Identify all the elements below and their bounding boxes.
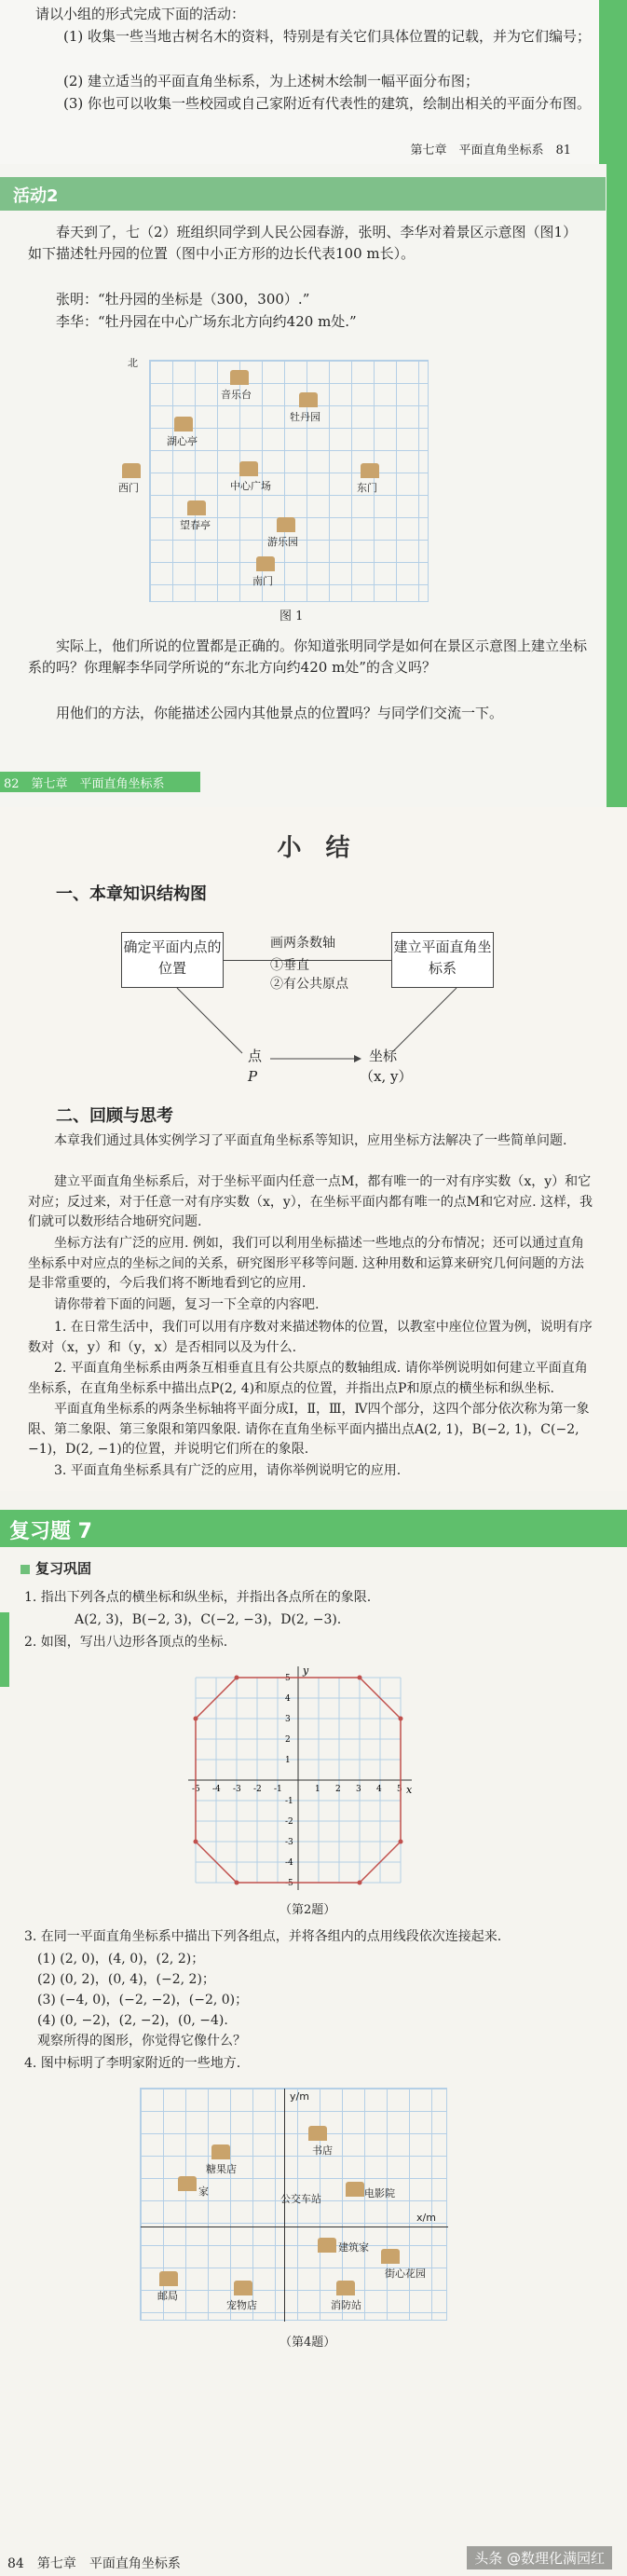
candy-store-icon: [211, 2144, 230, 2159]
y-tick-label: 1: [285, 1756, 291, 1765]
map-place: 糖果店: [206, 2163, 237, 2175]
y-tick-label: -1: [285, 1797, 293, 1806]
question-2: 2. 如图，写出八边形各顶点的坐标.: [24, 1635, 228, 1650]
map-place: 东门: [357, 482, 377, 494]
lake-pavilion-icon: [174, 417, 193, 432]
y-tick-label: 3: [285, 1715, 291, 1724]
central-square-icon: [239, 461, 258, 476]
question-3-item: (1) (2, 0)，(4, 0)，(2, 2)；: [37, 1952, 205, 1966]
activity-item-2: (2) 建立适当的平面直角坐标系，为上述树木绘制一幅平面分布图；: [63, 73, 480, 89]
map-place: 邮局: [157, 2290, 178, 2302]
section-title: 一、本章知识结构图: [56, 884, 207, 904]
building-icon: [318, 2238, 336, 2253]
x-axis-label: x/m: [416, 2212, 436, 2224]
figure-caption: 图 1: [279, 610, 304, 623]
home-icon: [178, 2176, 197, 2191]
octagon-vertex: [358, 1676, 362, 1680]
kb-point-label: 点: [248, 1048, 263, 1064]
page-83: [0, 807, 627, 1491]
kb-connector-lines: [168, 988, 475, 1072]
zhang-ming-quote: 张明：“牡丹园的坐标是（300，300）.”: [56, 291, 310, 308]
question-3-item: (3) (−4, 0)，(−2, −2)，(−2, 0)；: [37, 1993, 249, 2007]
x-tick-label: 4: [376, 1785, 382, 1794]
y-tick-label: -2: [285, 1817, 293, 1827]
review-subheading-text: 复习巩固: [35, 1560, 92, 1577]
y-tick-label: -5: [285, 1879, 293, 1888]
south-gate-icon: [256, 556, 275, 571]
y-tick-label: 5: [285, 1674, 291, 1683]
kb-coord-label: 坐标: [369, 1048, 398, 1064]
y-axis-label: y/m: [290, 2090, 309, 2103]
chapter-side-bar: [607, 164, 627, 807]
explanation-paragraph: 实际上，他们所说的位置都是正确的。你知道张明同学是如何在景区示意图上建立坐标系的吗？你理解李华同学所说的“东北方向约420 m处”的含义吗？: [28, 637, 588, 677]
map-place: 望春亭: [180, 519, 211, 531]
map-place: 宠物店: [226, 2299, 257, 2311]
cinema-icon: [346, 2182, 364, 2197]
kb-coord-symbol: （x, y）: [360, 1068, 413, 1085]
review-paragraph: 坐标方法有广泛的应用. 例如，我们可以利用坐标描述一些地点的分布情况；还可以通过直角坐标系中对应点的坐标之间的关系，研究图形平移等问题. 这种用数和运算来研究几何问题的方法是非常重要的，今后我们将不断地看到它的应用.: [28, 1236, 584, 1292]
octagon-vertex: [358, 1881, 362, 1885]
activity-item-3: (3) 你也可以收集一些校园或自己家附近有代表性的建筑，绘制出相关的平面分布图。: [63, 95, 592, 112]
x-tick-label: -5: [192, 1785, 200, 1794]
octagon-vertex: [399, 1840, 403, 1844]
kb-mid-title: 画两条数轴: [270, 936, 335, 951]
map-place: 西门: [118, 482, 139, 494]
map-place: 中心广场: [230, 480, 271, 492]
summary-title: 小 结: [277, 834, 350, 862]
question-3: 3. 在同一平面直角坐标系中描出下列各组点，并将各组内的点用线段依次连接起来.: [24, 1929, 502, 1944]
x-tick-label: 3: [356, 1785, 361, 1794]
question-4: 4. 图中标明了李明家附近的一些地方.: [24, 2056, 241, 2071]
page-82: [0, 164, 627, 807]
question-3-item: (2) (0, 2)，(0, 4)，(−2, 2)；: [37, 1972, 215, 1987]
page-footer: 第七章 平面直角坐标系 81: [410, 144, 571, 158]
bookstore-icon: [308, 2126, 327, 2141]
activity-intro: 请以小组的形式完成下面的活动：: [35, 6, 246, 22]
map-place: 消防站: [331, 2299, 361, 2311]
review-subheading: [20, 1558, 91, 1580]
page-84: [0, 1491, 627, 2576]
review-band-title: 复习题 7: [9, 1520, 92, 1543]
y-axis-label: y: [303, 1665, 309, 1677]
review-paragraph: 请你带着下面的问题，复习一下全章的内容吧.: [54, 1297, 320, 1312]
kb-mid-condition-2: ②有公共原点: [270, 977, 348, 992]
review-question: 1. 在日常生活中，我们可以用有序数对来描述物体的位置，以教室中座位位置为例，说明有序数对（x，y）和（y，x）是否相同以及为什么.: [28, 1320, 593, 1355]
fire-station-icon: [336, 2281, 355, 2295]
page-footer: 84 第七章 平面直角坐标系: [7, 2556, 181, 2571]
review-band: [0, 1510, 627, 1547]
map-place: 牡丹园: [290, 411, 320, 423]
y-tick-label: 4: [285, 1694, 291, 1704]
question-3-item: 观察所得的图形，你觉得它像什么？: [37, 2034, 246, 2048]
section-title: 二、回顾与思考: [56, 1106, 173, 1126]
y-tick-label: -4: [285, 1858, 293, 1868]
watermark: 头条 @数理化满园红: [467, 2546, 612, 2569]
review-question: 2. 平面直角坐标系由两条互相垂直且有公共原点的数轴组成. 请你举例说明如何建立平面直角坐标系，在直角坐标系中描出点P(2, 4)和原点的位置，并指出点P和原点的横坐标和纵坐标.: [28, 1361, 588, 1396]
map-place: 湖心亭: [167, 435, 198, 447]
x-tick-label: 2: [335, 1785, 341, 1794]
map-place: 公交车站: [280, 2193, 321, 2205]
review-question: 3. 平面直角坐标系具有广泛的应用，请你举例说明它的应用.: [54, 1463, 402, 1478]
octagon-vertex: [235, 1676, 239, 1680]
amusement-park-icon: [277, 517, 295, 532]
map-place: 游乐园: [267, 536, 298, 548]
spring-outing-paragraph: 春天到了，七（2）班组织同学到人民公园春游，张明、李华对着景区示意图（图1）如下描述牡丹园的位置（图中小正方形的边长代表100 m长）。: [28, 224, 578, 263]
x-tick-label: -3: [233, 1785, 241, 1794]
pet-store-icon: [234, 2281, 252, 2295]
question-1: 1. 指出下列各点的横坐标和纵坐标，并指出各点所在的象限.: [24, 1590, 372, 1605]
map-north-label: 北: [128, 357, 138, 369]
x-tick-label: 5: [397, 1785, 402, 1794]
review-question: 平面直角坐标系的两条坐标轴将平面分成Ⅰ，Ⅱ，Ⅲ，Ⅳ四个部分，这四个部分依次称为第一象限、第二象限、第三象限和第四象限. 请你在直角坐标平面内描出点A(2, 1)，B(−2, 1)，C(−2, −1)，D(2, −1)的位置，并说明它们所在的象限.: [28, 1402, 590, 1458]
kb-mid-condition-1: ①垂直: [270, 958, 309, 973]
bullet-square-icon: [20, 1565, 30, 1574]
x-tick-label: -2: [253, 1785, 262, 1794]
garden-icon: [381, 2249, 400, 2264]
x-tick-label: -1: [274, 1785, 282, 1794]
east-gate-icon: [361, 463, 379, 478]
chapter-side-bar: [599, 0, 627, 164]
li-hua-quote: 李华：“牡丹园在中心广场东北方向约420 m处.”: [56, 313, 357, 330]
page-81: [0, 0, 627, 164]
y-tick-label: -3: [285, 1838, 293, 1847]
octagon-vertex: [235, 1881, 239, 1885]
music-stage-icon: [230, 370, 249, 385]
question-1-points: A(2, 3)，B(−2, 3)，C(−2, −3)，D(2, −3).: [75, 1612, 342, 1627]
neighborhood-map: [140, 2088, 447, 2321]
question-4-caption: （第4题）: [279, 2336, 336, 2350]
activity-item-1: (1) 收集一些当地古树名木的资料，特别是有关它们具体位置的记载，并为它们编号；: [63, 28, 592, 45]
y-tick-label: 2: [285, 1735, 291, 1745]
question-3-item: (4) (0, −2)，(2, −2)，(0, −4).: [37, 2013, 228, 2028]
map-place: 音乐台: [221, 389, 252, 401]
octagon-vertex: [194, 1717, 198, 1721]
review-paragraph: 本章我们通过具体实例学习了平面直角坐标系等知识，应用坐标方法解决了一些简单问题.: [54, 1133, 567, 1148]
kb-point-symbol: P: [248, 1068, 258, 1085]
kb-box-coordinate-system: 建立平面直角坐标系: [391, 932, 494, 988]
question-2-caption: （第2题）: [279, 1903, 336, 1917]
activity-band: [0, 177, 606, 211]
review-side-bar: [0, 1612, 9, 1687]
map-place: 建筑家: [338, 2241, 369, 2254]
page-footer: 82 第七章 平面直角坐标系: [4, 777, 165, 791]
activity-label: 活动2: [13, 186, 59, 206]
west-gate-icon: [122, 463, 141, 478]
map-place: 家: [198, 2185, 209, 2198]
map-place: 书店: [312, 2144, 333, 2157]
map-place: 南门: [252, 575, 273, 587]
post-office-icon: [159, 2271, 178, 2286]
octagon-coordinate-chart: [177, 1659, 419, 1901]
octagon-vertex: [399, 1717, 403, 1721]
map-place: 电影院: [364, 2187, 395, 2199]
x-tick-label: -4: [212, 1785, 221, 1794]
peony-garden-icon: [299, 392, 318, 407]
review-paragraph: 建立平面直角坐标系后，对于坐标平面内任意一点M，都有唯一的一对有序实数（x，y）和它对应；反过来，对于任意一对有序实数（x，y），在坐标平面内都有唯一的点M和它对应. 这样，我们就可以数形结合地研究问题.: [28, 1174, 593, 1230]
x-axis-label: x: [406, 1784, 413, 1796]
discussion-paragraph: 用他们的方法，你能描述公园内其他景点的位置吗？与同学们交流一下。: [56, 705, 504, 721]
octagon-vertex: [194, 1840, 198, 1844]
park-map: [118, 357, 429, 602]
map-place: 街心花园: [385, 2268, 426, 2280]
x-tick-label: 1: [315, 1785, 320, 1794]
wangchun-pavilion-icon: [187, 500, 206, 515]
kb-box-position: 确定平面内点的位置: [121, 932, 224, 988]
